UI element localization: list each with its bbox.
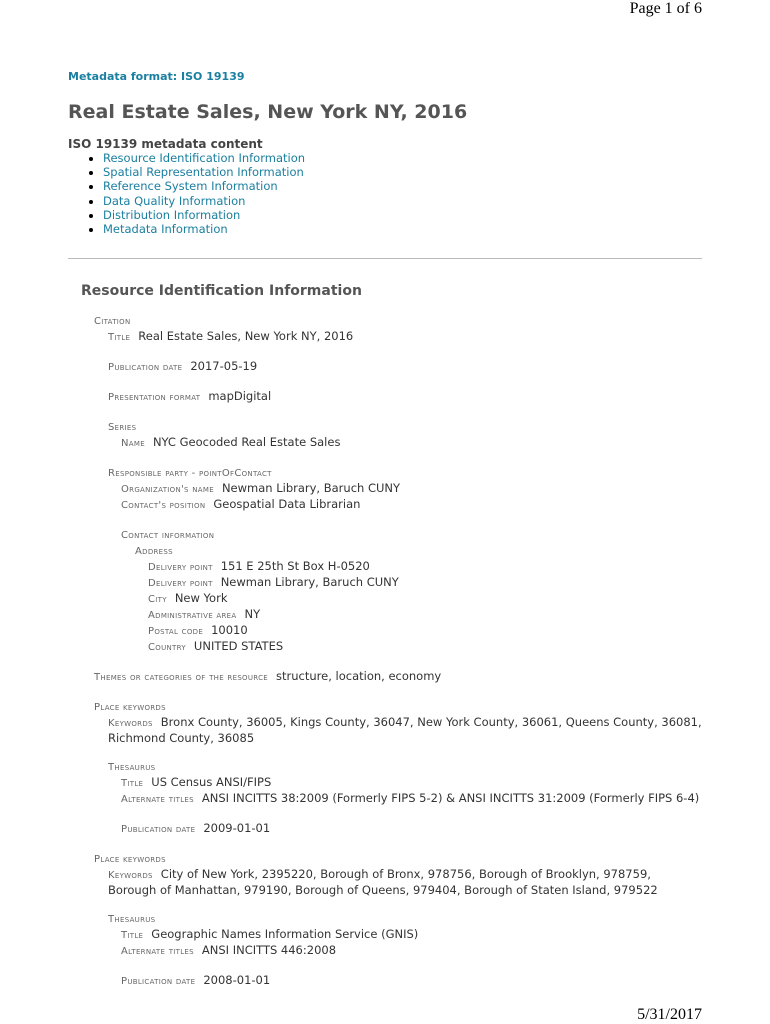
series-name-row: Name NYC Geocoded Real Estate Sales — [121, 435, 341, 450]
keywords-row: Keywords City of New York, 2395220, Borough of Bronx, 978756, Borough of Brooklyn, 978759, Borough of Manhattan, 979190, Borough of Queens, 979404, Borough of Staten Island, 979522 — [108, 867, 658, 898]
page-title: Real Estate Sales, New York NY, 2016 — [68, 101, 468, 123]
print-date-footer: 5/31/2017 — [637, 1006, 702, 1023]
toc-heading: ISO 19139 metadata content — [68, 137, 263, 151]
citation-title-row: Title Real Estate Sales, New York NY, 2016 — [108, 329, 354, 344]
toc-link-data-quality[interactable]: Data Quality Information — [103, 193, 246, 208]
citation-heading: Citation — [94, 316, 131, 328]
toc-item — [103, 151, 702, 165]
toc-item — [103, 194, 702, 208]
thesaurus-title-row: Title US Census ANSI/FIPS — [121, 775, 272, 790]
toc-item — [103, 222, 702, 236]
toc-link-distribution[interactable]: Distribution Information — [103, 207, 241, 222]
series-heading: Series — [108, 422, 137, 434]
thesaurus-heading: Thesaurus — [108, 914, 156, 926]
thesaurus-publication-date-row: Publication date 2009-01-01 — [121, 821, 271, 836]
contact-position-row: Contact's position Geospatial Data Librarian — [121, 497, 361, 512]
publication-date-row: Publication date 2017-05-19 — [108, 359, 258, 374]
responsible-party-heading: Responsible party - pointOfContact — [108, 468, 272, 480]
section-title-resource-identification: Resource Identification Information — [81, 283, 362, 300]
toc-item — [103, 165, 702, 179]
themes-row: Themes or categories of the resource structure, location, economy — [94, 669, 442, 684]
address-heading: Address — [135, 546, 173, 558]
thesaurus-heading: Thesaurus — [108, 762, 156, 774]
postal-code-row: Postal code 10010 — [148, 623, 248, 638]
page-number-header: Page 1 of 6 — [629, 0, 702, 17]
delivery-point-row: Delivery point 151 E 25th St Box H-0520 — [148, 559, 370, 574]
keywords-row: Keywords Bronx County, 36005, Kings County, 36047, New York County, 36061, Queens County, 36081, Richmond County, 36085 — [108, 715, 702, 746]
presentation-format-row: Presentation format mapDigital — [108, 389, 272, 404]
alternate-titles-row: Alternate titles ANSI INCITTS 38:2009 (Formerly FIPS 5-2) & ANSI INCITTS 31:2009 (Formerly FIPS 6-4) — [121, 791, 700, 806]
alternate-titles-row: Alternate titles ANSI INCITTS 446:2008 — [121, 943, 337, 958]
thesaurus-publication-date-row: Publication date 2008-01-01 — [121, 973, 271, 988]
section-divider — [68, 258, 702, 259]
place-keywords-heading: Place keywords — [94, 702, 166, 714]
toc-link-resource-identification[interactable]: Resource Identification Information — [103, 151, 306, 165]
thesaurus-title-row: Title Geographic Names Information Service (GNIS) — [121, 927, 419, 942]
organization-row: Organization's name Newman Library, Baruch CUNY — [121, 481, 401, 496]
toc-link-metadata[interactable]: Metadata Information — [103, 222, 228, 237]
administrative-area-row: Administrative area NY — [148, 607, 261, 622]
metadata-format-label: Metadata format: ISO 19139 — [68, 70, 245, 83]
country-row: Country UNITED STATES — [148, 639, 284, 654]
toc-item — [103, 208, 702, 222]
toc-list — [68, 151, 702, 236]
place-keywords-heading: Place keywords — [94, 854, 166, 866]
toc-item — [103, 179, 702, 193]
contact-information-heading: Contact information — [121, 530, 215, 542]
toc-link-spatial-representation[interactable]: Spatial Representation Information — [103, 165, 304, 180]
city-row: City New York — [148, 591, 228, 606]
delivery-point-row: Delivery point Newman Library, Baruch CUNY — [148, 575, 399, 590]
toc-link-reference-system[interactable]: Reference System Information — [103, 179, 278, 194]
document-content — [68, 70, 702, 989]
